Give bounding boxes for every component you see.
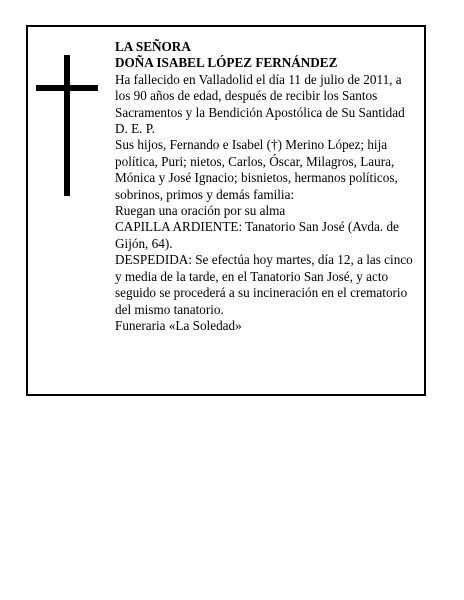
notice-text-block	[115, 39, 417, 334]
chapel-info: CAPILLA ARDIENTE: Tanatorio San José (Avda. de Gijón, 64).	[115, 219, 399, 251]
deceased-name: DOÑA ISABEL LÓPEZ FERNÁNDEZ	[115, 55, 338, 71]
family-list: Sus hijos, Fernando e Isabel (†) Merino López; hija política, Puri; nietos, Carlos, Óscar, Milagros, Laura, Mónica y José Ignacio; bisnietos, hermanos políticos, sobrinos, primos y demás familia:	[115, 137, 398, 202]
cross-horizontal-bar	[36, 85, 98, 91]
death-statement: Ha fallecido en Valladolid el día 11 de julio de 2011, a los 90 años de edad, después de recibir los Santos Sacramentos y la Bendición Apostólica de Su Santidad	[115, 71, 405, 120]
rip-text: D. E. P.	[115, 121, 155, 137]
cross-vertical-bar	[64, 55, 70, 196]
prayer-request: Ruegan una oración por su alma	[115, 203, 286, 219]
funeral-home: Funeraria «La Soledad»	[115, 317, 242, 333]
cross-icon	[36, 55, 98, 196]
notice-title: LA SEÑORA	[115, 39, 191, 54]
farewell-info: DESPEDIDA: Se efectúa hoy martes, día 12, a las cinco y media de la tarde, en el Tanatorio San José, y acto seguido se procederá a su incineración en el crematorio del mismo tanatorio.	[115, 252, 413, 317]
